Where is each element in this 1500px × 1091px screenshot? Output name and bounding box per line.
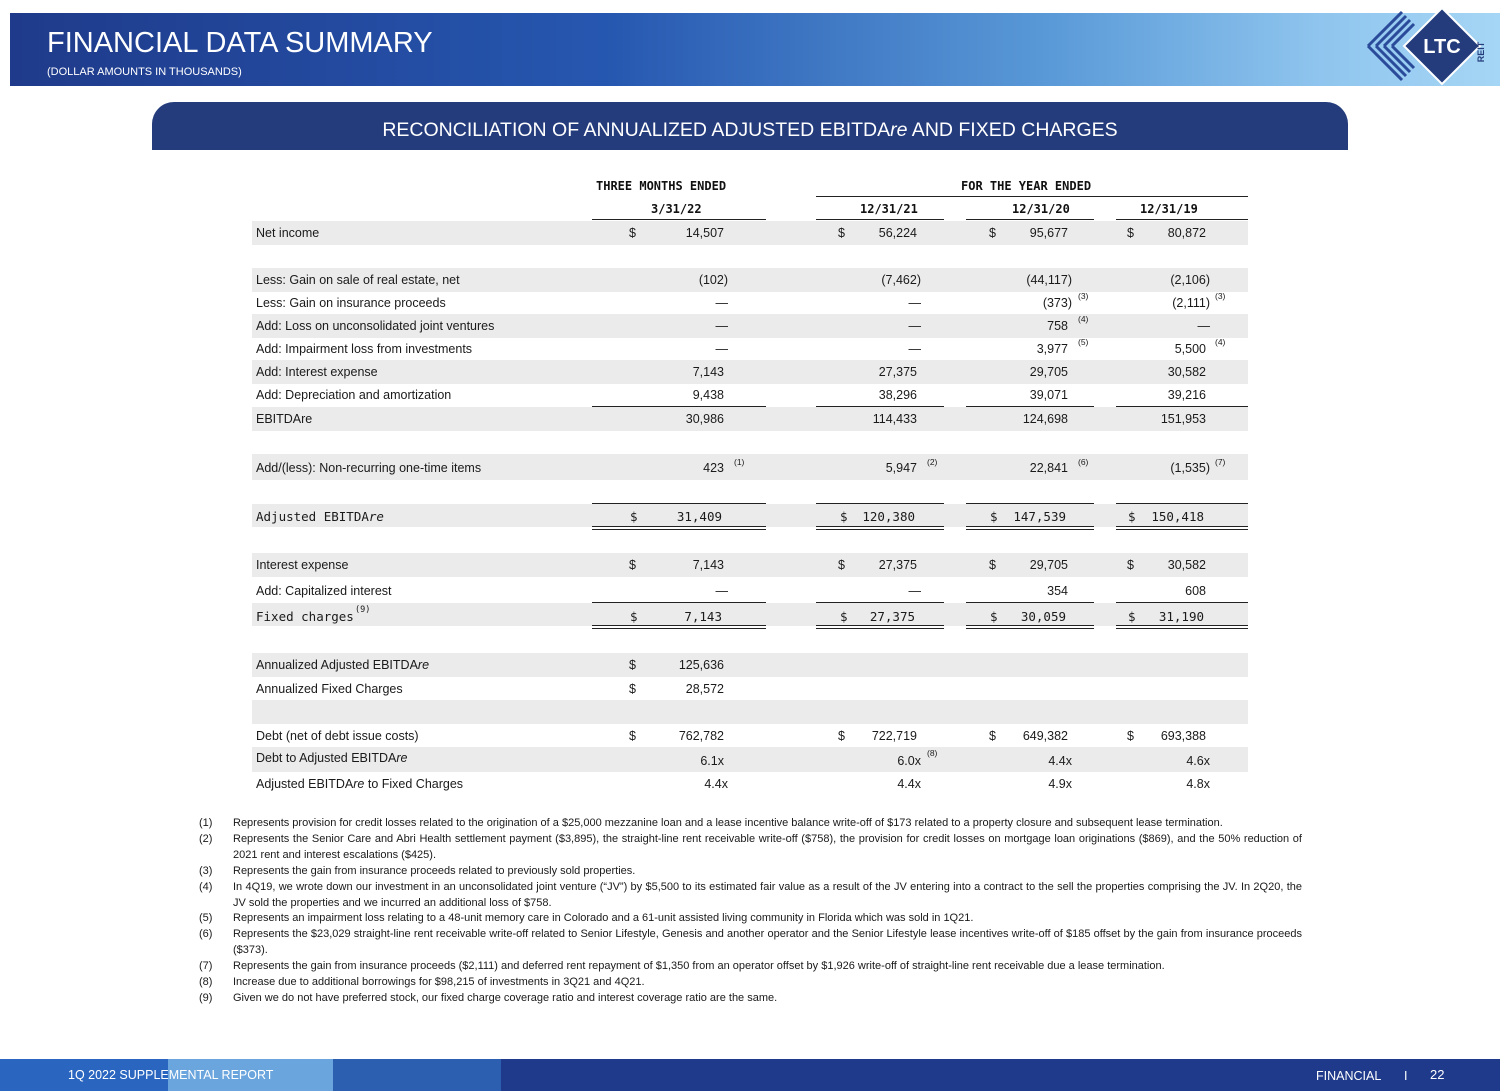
cell-value: 14,507 (685, 226, 724, 240)
footnote-ref: (3) (1215, 291, 1226, 301)
footnote-ref: (8) (927, 748, 938, 758)
footnote-2: (2) Represents the Senior Care and Abri Health settlement payment ($3,895), the straight-line rent receivable write-off ($758), the provision for credit losses on mortgage loan originations ($869), and the 50% reduction of 2021 rent and interest escalations ($425). (199, 832, 1302, 861)
cell-value: 124,698 (1022, 412, 1068, 426)
cell-value: 608 (1185, 584, 1206, 598)
footnote-ref: (1) (734, 457, 745, 467)
dollar-sign: $ (1127, 226, 1134, 240)
row-label: Debt (net of debt issue costs) (256, 729, 419, 743)
cell-value: 95,677 (1029, 226, 1068, 240)
dollar-sign: $ (989, 558, 996, 572)
group-header-year-ended: FOR THE YEAR ENDED (961, 179, 1092, 193)
cell-value: 27,375 (878, 365, 917, 379)
cell-value: (1,535) (1170, 461, 1210, 475)
row-label: Adjusted EBITDAre (256, 509, 384, 524)
col-rule-4 (1116, 219, 1248, 220)
cell-value: (373) (1042, 296, 1072, 310)
row-label: Less: Gain on insurance proceeds (256, 296, 446, 310)
cell-value: 762,782 (678, 729, 724, 743)
total-double-rule (592, 625, 766, 629)
page-footer (0, 1059, 1500, 1091)
dollar-sign: $ (1127, 558, 1134, 572)
cell-value: 4.4x (704, 777, 728, 791)
cell-value: 423 (703, 461, 724, 475)
cell-value: 125,636 (678, 658, 724, 672)
cell-value: 649,382 (1022, 729, 1068, 743)
table-row-loss-jv (252, 314, 1248, 338)
cell-value: 151,953 (1160, 412, 1206, 426)
row-label: Interest expense (256, 558, 349, 572)
cell-value: — (715, 319, 728, 333)
table-row-spacer (252, 700, 1248, 724)
cell-value: (44,117) (1026, 273, 1072, 287)
dollar-sign: $ (629, 682, 636, 696)
cell-value: (102) (698, 273, 728, 287)
footnote-4: (4) In 4Q19, we wrote down our investment in an unconsolidated joint venture (“JV”) by $5,500 to its estimated fair value as a result of the JV entering into a contract to the sell the properties comprising the JV. In 2Q20, the JV sold the properties and we incurred an additional loss of $758. (199, 880, 1302, 909)
cell-value: — (715, 584, 728, 598)
cell-value: 114,433 (872, 412, 917, 426)
cell-value: 29,705 (1029, 558, 1068, 572)
cell-value: 3,977 (1036, 342, 1068, 356)
cell-value: (2,106) (1170, 273, 1210, 287)
cell-value: 56,224 (878, 226, 917, 240)
table-row-gain-insurance (252, 291, 1248, 315)
page-title: FINANCIAL DATA SUMMARY (47, 27, 433, 59)
total-double-rule (1116, 625, 1248, 629)
cell-value: 27,375 (869, 609, 915, 624)
row-label: Add/(less): Non-recurring one-time items (256, 461, 482, 475)
cell-value: — (715, 296, 728, 310)
total-double-rule (816, 625, 944, 629)
cell-value: 147,539 (1013, 509, 1066, 524)
page-subtitle: (DOLLAR AMOUNTS IN THOUSANDS) (47, 66, 242, 78)
row-label: Annualized Fixed Charges (256, 682, 403, 696)
table-row-impairment (252, 337, 1248, 361)
cell-value: — (908, 296, 921, 310)
table-row-fixed-charges (252, 603, 1248, 626)
col-rule-2 (816, 219, 944, 220)
cell-value: 30,582 (1167, 365, 1206, 379)
dollar-sign: $ (989, 729, 996, 743)
footnote-3: (3) Represents the gain from insurance proceeds related to previously sold properties. (199, 864, 636, 877)
dollar-sign: $ (990, 609, 998, 624)
col-rule-3 (966, 219, 1094, 220)
dollar-sign: $ (989, 226, 996, 240)
table-row-interest-add (252, 360, 1248, 384)
cell-value: 4.8x (1186, 777, 1210, 791)
row-label: Annualized Adjusted EBITDAre (256, 658, 430, 672)
footnote-ref: (3) (1078, 291, 1089, 301)
cell-value: 693,388 (1160, 729, 1206, 743)
dollar-sign: $ (629, 729, 636, 743)
row-label: Add: Capitalized interest (256, 584, 392, 598)
table-row-annualized-adjusted (252, 653, 1248, 677)
table-row-adjusted-ebitdare (252, 504, 1248, 527)
dollar-sign: $ (629, 226, 636, 240)
col-header-3-31-22: 3/31/22 (651, 202, 702, 216)
footnote-ref: (7) (1215, 457, 1226, 467)
footnote-9: (9) Given we do not have preferred stock, our fixed charge coverage ratio and interest coverage ratio are the same. (199, 991, 778, 1004)
dollar-sign: $ (840, 509, 848, 524)
cell-value: 6.0x (897, 754, 921, 768)
table-row-depreciation (252, 383, 1248, 407)
cell-value: 22,841 (1029, 461, 1068, 475)
cell-value: 30,059 (1020, 609, 1066, 624)
row-label: Add: Depreciation and amortization (256, 388, 452, 402)
cell-value: 758 (1047, 319, 1068, 333)
dollar-sign: $ (630, 609, 638, 624)
cell-value: 9,438 (692, 388, 724, 402)
row-label: Add: Loss on unconsolidated joint ventures (256, 319, 495, 333)
group-rule (816, 196, 1248, 197)
footnote-1: (1) Represents provision for credit losses related to the origination of a $25,000 mezzanine loan and a lease incentive balance write-off of $173 related to a property closure and subsequent lease termination. (199, 817, 1223, 829)
row-label: Add: Impairment loss from investments (256, 342, 473, 356)
dollar-sign: $ (990, 509, 998, 524)
cell-value: 5,947 (885, 461, 917, 475)
footnote-6: (6) Represents the $23,029 straight-line rent receivable write-off related to Senior Lifestyle, Genesis and another operator and the Senior Lifestyle lease incentives write-off of $185 offset by the gain from insurance proceeds ($373). (199, 928, 1302, 957)
cell-value: 6.1x (700, 754, 724, 768)
cell-value: 722,719 (871, 729, 917, 743)
cell-value: 4.4x (1048, 754, 1072, 768)
dollar-sign: $ (840, 609, 848, 624)
cell-value: 31,409 (676, 509, 722, 524)
row-label: Fixed charges (256, 609, 354, 624)
table-row-interest-expense (252, 553, 1248, 577)
table-row-capitalized-interest (252, 579, 1248, 603)
ltc-reit-logo (1362, 6, 1492, 86)
table-row-gain-on-sale (252, 268, 1248, 292)
cell-value: 120,380 (862, 509, 915, 524)
total-double-rule (1116, 526, 1248, 530)
table-row-coverage (252, 772, 1248, 796)
table-row-net-income (252, 221, 1248, 245)
cell-value: — (908, 319, 921, 333)
row-label: Debt to Adjusted EBITDAre (256, 751, 408, 765)
logo-text: LTC (1423, 36, 1461, 58)
total-double-rule (592, 526, 766, 530)
cell-value: 150,418 (1151, 509, 1204, 524)
dollar-sign: $ (838, 226, 845, 240)
cell-value: 31,190 (1158, 609, 1204, 624)
dollar-sign: $ (629, 558, 636, 572)
cell-value: 30,582 (1167, 558, 1206, 572)
dollar-sign: $ (838, 558, 845, 572)
cell-value: 28,572 (685, 682, 724, 696)
page-number: 22 (1430, 1067, 1445, 1082)
row-label: Less: Gain on sale of real estate, net (256, 273, 460, 287)
table-row-annualized-fixed (252, 677, 1248, 701)
cell-value: 38,296 (878, 388, 917, 402)
cell-value: 7,143 (692, 558, 724, 572)
col-header-12-31-19: 12/31/19 (1140, 202, 1198, 216)
footnote-ref: (9) (355, 605, 371, 615)
cell-value: 39,216 (1167, 388, 1206, 402)
footnote-ref: (2) (927, 457, 938, 467)
cell-value: 4.4x (897, 777, 921, 791)
cell-value: 4.9x (1048, 777, 1072, 791)
cell-value: 80,872 (1167, 226, 1206, 240)
footnote-7: (7) Represents the gain from insurance proceeds ($2,111) and deferred rent repayment of $1,350 from an operator offset by $1,926 write-off of straight-line rent receivable due a lease termination. (199, 960, 1165, 973)
total-double-rule (816, 526, 944, 530)
cell-value: — (908, 584, 921, 598)
logo-sub: REIT (1476, 41, 1486, 63)
footnote-ref: (4) (1078, 314, 1089, 324)
cell-value: 7,143 (684, 609, 722, 624)
cell-value: 30,986 (685, 412, 724, 426)
col-rule-1 (592, 219, 766, 220)
table-row-debt-ratio (252, 747, 1248, 772)
dollar-sign: $ (629, 658, 636, 672)
cell-value: 7,143 (692, 365, 724, 379)
table-row-debt (252, 724, 1248, 748)
section-banner (152, 102, 1348, 150)
group-header-three-months: THREE MONTHS ENDED (596, 179, 727, 193)
row-label: Net income (256, 226, 320, 240)
dollar-sign: $ (1127, 729, 1134, 743)
section-title: RECONCILIATION OF ANNUALIZED ADJUSTED EBITDAre AND FIXED CHARGES (382, 119, 1118, 141)
footnote-5: (5) Represents an impairment loss relating to a 48-unit memory care in Colorado and a 61-unit assisted living community in Florida which was sold in 1Q21. (199, 912, 974, 925)
cell-value: — (1197, 319, 1210, 333)
total-double-rule (966, 625, 1094, 629)
col-header-12-31-21: 12/31/21 (860, 202, 918, 216)
cell-value: 5,500 (1174, 342, 1206, 356)
footnote-ref: (4) (1215, 337, 1226, 347)
total-double-rule (966, 526, 1094, 530)
cell-value: 354 (1047, 584, 1068, 598)
cell-value: 39,071 (1029, 388, 1068, 402)
row-label: Add: Interest expense (256, 365, 378, 379)
table-row-non-recurring (252, 454, 1248, 480)
footer-separator: I (1404, 1069, 1408, 1083)
footnote-ref: (5) (1078, 337, 1089, 347)
footer-section: FINANCIAL (1316, 1069, 1382, 1083)
row-label: Adjusted EBITDAre to Fixed Charges (256, 777, 464, 791)
page-header (10, 13, 1500, 86)
cell-value: (2,111) (1172, 296, 1210, 310)
dollar-sign: $ (630, 509, 638, 524)
footnote-ref: (6) (1078, 457, 1089, 467)
footnote-8: (8) Increase due to additional borrowings for $98,215 of investments in 3Q21 and 4Q21. (199, 976, 645, 989)
cell-value: — (908, 342, 921, 356)
cell-value: 4.6x (1186, 754, 1210, 768)
footer-report-name: 1Q 2022 SUPPLEMENTAL REPORT (68, 1068, 274, 1082)
cell-value: (7,462) (881, 273, 921, 287)
dollar-sign: $ (838, 729, 845, 743)
col-header-12-31-20: 12/31/20 (1012, 202, 1070, 216)
table-row-ebitdare (252, 407, 1248, 431)
row-label: EBITDAre (256, 412, 313, 426)
dollar-sign: $ (1128, 609, 1136, 624)
footnotes (199, 816, 1302, 1007)
cell-value: 29,705 (1029, 365, 1068, 379)
cell-value: — (715, 342, 728, 356)
cell-value: 27,375 (878, 558, 917, 572)
dollar-sign: $ (1128, 509, 1136, 524)
